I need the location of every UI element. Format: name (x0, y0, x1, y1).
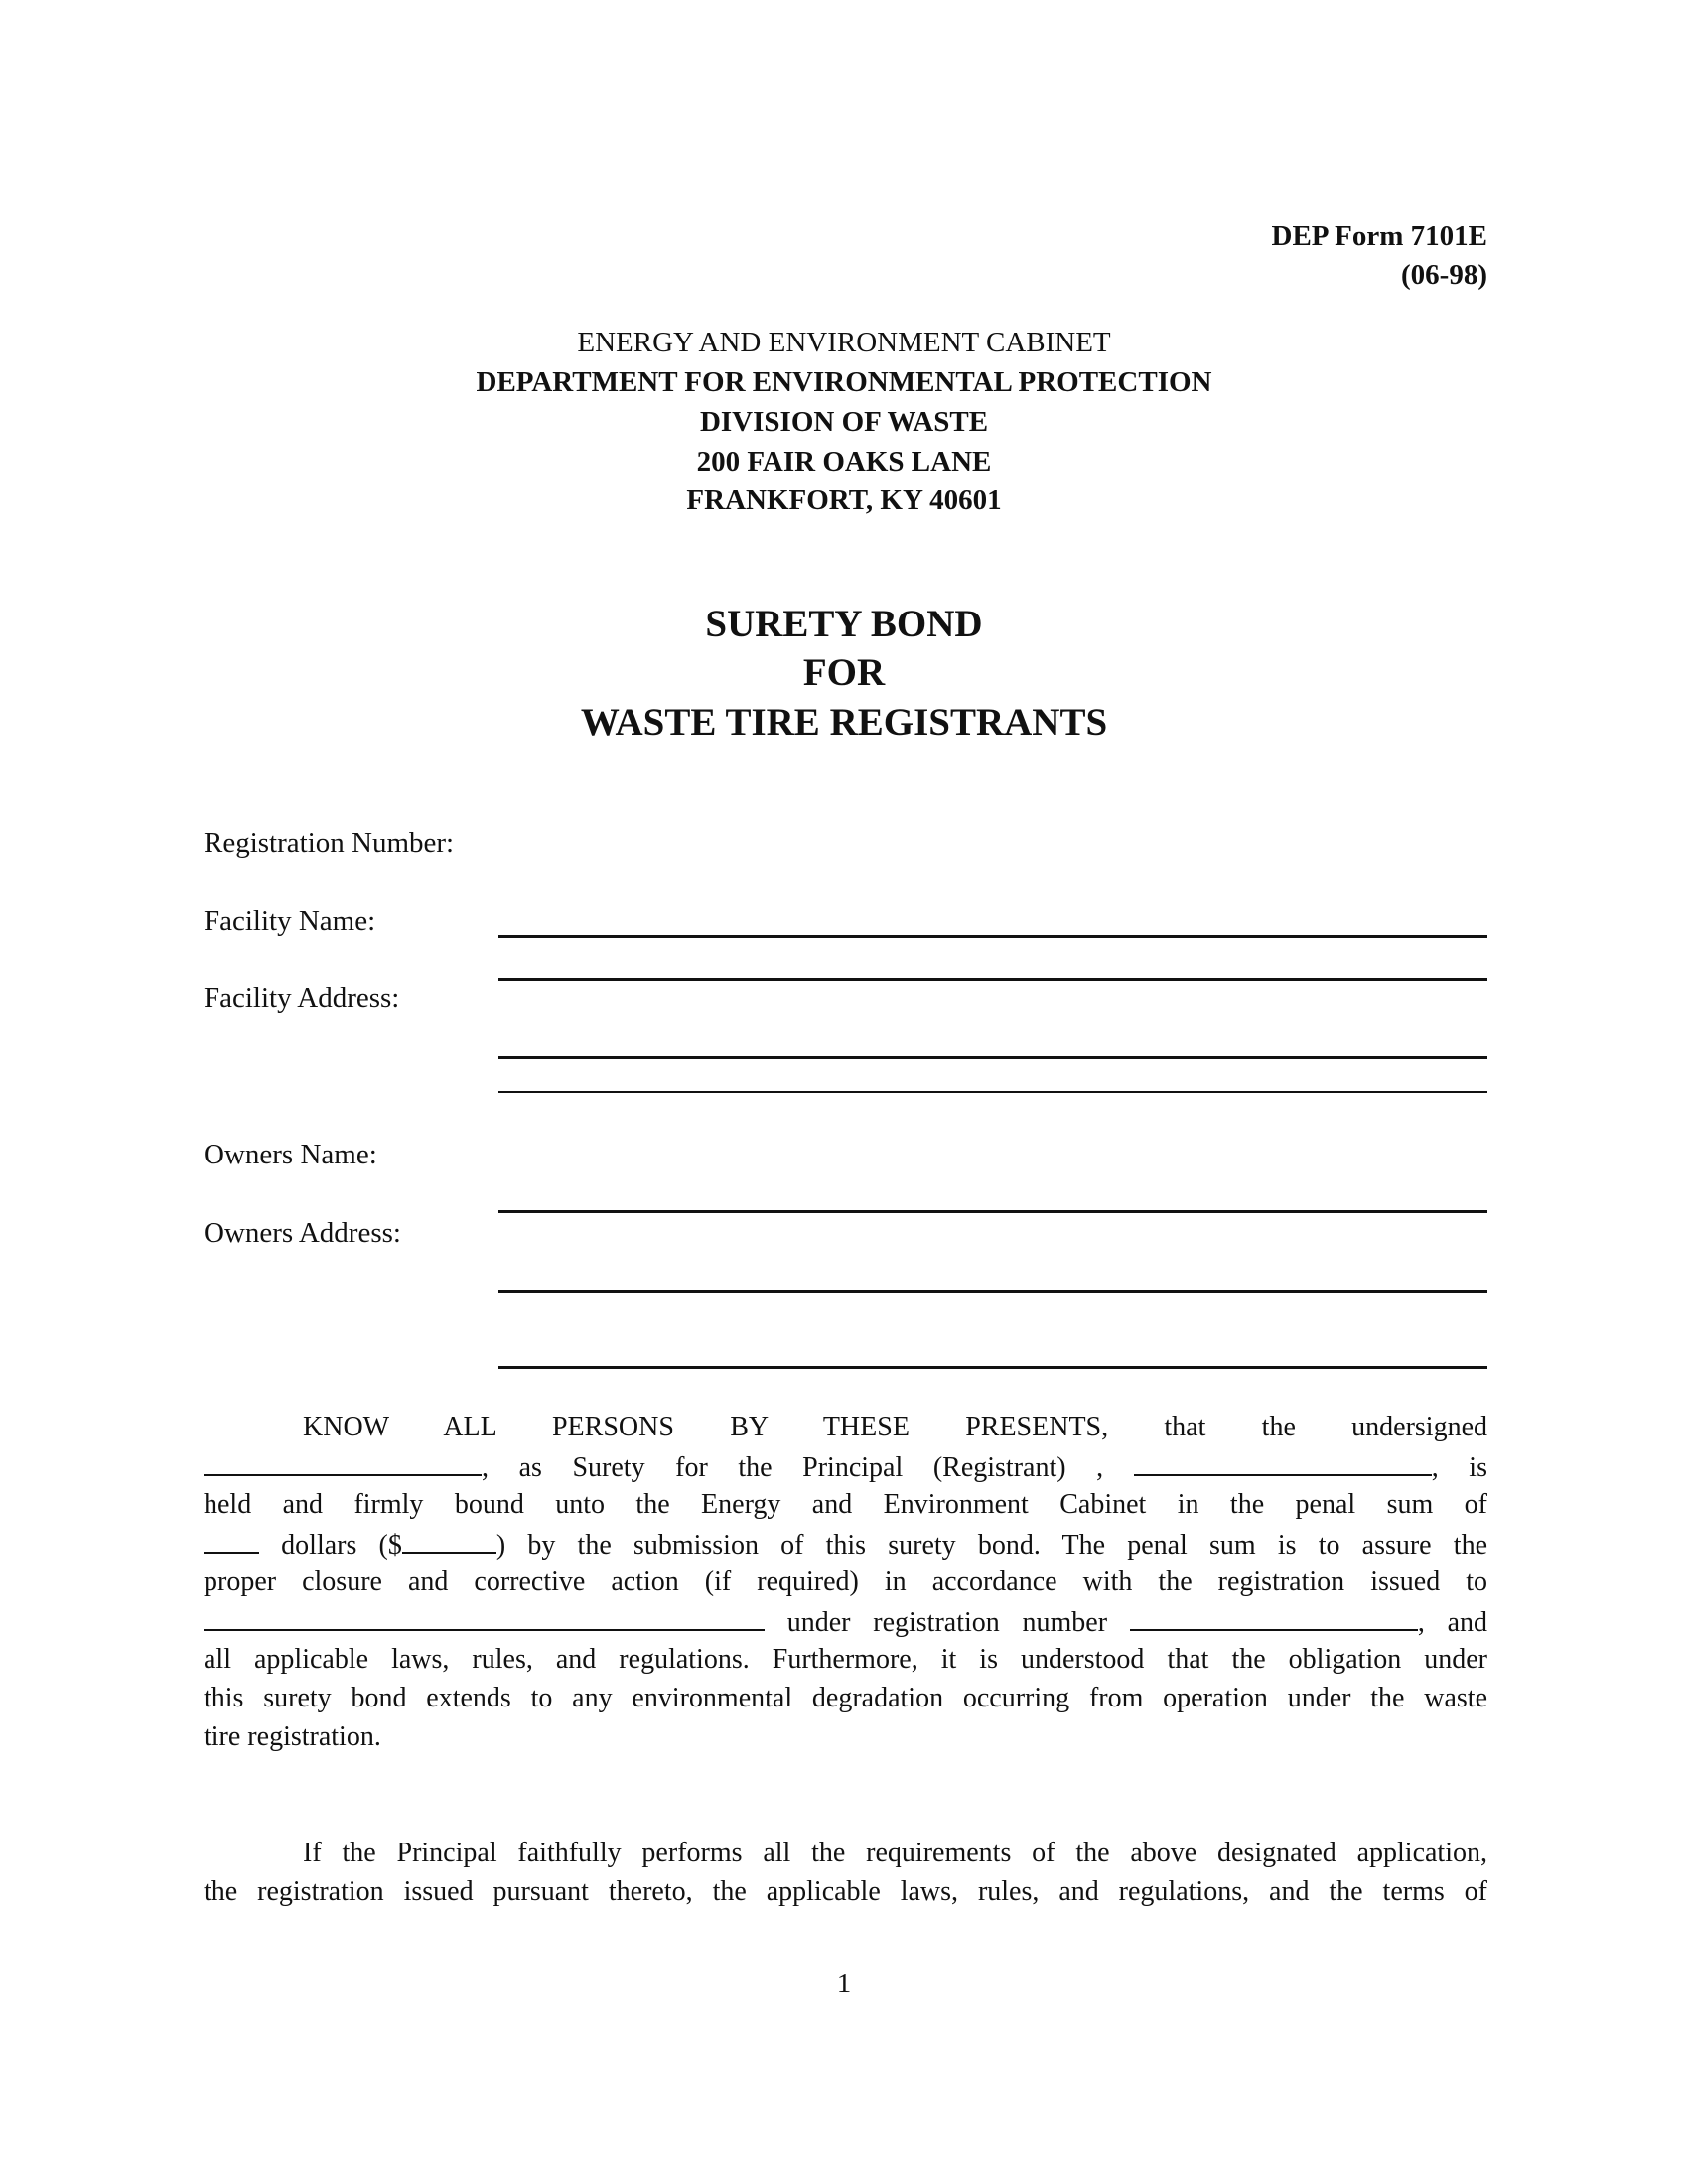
paragraph1-line: all applicable laws, rules, and regulations. Furthermore, it is understood that the obligation under (204, 1644, 1487, 1675)
penal-sum-amount-field[interactable] (402, 1530, 496, 1554)
paragraph1-line: proper closure and corrective action (if required) in accordance with the registration issued to (204, 1567, 1487, 1597)
text: under registration number (786, 1607, 1108, 1638)
text: , as Surety for the Principal (Registrant) , (482, 1452, 1104, 1483)
paragraph1-line (204, 1530, 1487, 1560)
title-line-3: WASTE TIRE REGISTRANTS (580, 701, 1108, 744)
facility-address-field-3[interactable] (498, 1091, 1487, 1093)
text: , is (1431, 1452, 1487, 1483)
principal-name-field[interactable] (1134, 1452, 1432, 1476)
owners-name-label: Owners Name: (204, 1139, 377, 1170)
owners-address-field-2[interactable] (498, 1366, 1487, 1369)
text: ) by the submission of this surety bond. The penal sum is to assure the (495, 1530, 1487, 1561)
facility-name-field[interactable] (498, 935, 1487, 938)
form-revision: (06-98) (1401, 259, 1487, 291)
title-line-2: FOR (802, 651, 886, 694)
header-division: DIVISION OF WASTE (699, 406, 989, 438)
page-number: 1 (836, 1968, 852, 1999)
paragraph1-line (204, 1452, 1487, 1482)
form-number: DEP Form 7101E (1271, 220, 1487, 252)
registrant-field[interactable] (204, 1607, 765, 1631)
header-city: FRANKFORT, KY 40601 (686, 484, 1002, 516)
text: dollars ($ (281, 1530, 402, 1561)
header-street: 200 FAIR OAKS LANE (696, 446, 992, 478)
registration-number-field[interactable] (1130, 1607, 1418, 1631)
paragraph2-line: the registration issued pursuant thereto, the applicable laws, rules, and regulations, and the terms of (204, 1876, 1487, 1907)
facility-address-field-2[interactable] (498, 1056, 1487, 1059)
facility-address-label: Facility Address: (204, 982, 400, 1014)
paragraph2-line: If the Principal faithfully performs all the requirements of the above designated application, (303, 1838, 1487, 1868)
paragraph1-line: tire registration. (204, 1721, 381, 1752)
title-line-1: SURETY BOND (705, 603, 983, 645)
penal-sum-words-field[interactable] (204, 1530, 259, 1554)
paragraph1-line: KNOW ALL PERSONS BY THESE PRESENTS, that the undersigned (303, 1412, 1487, 1442)
paragraph1-line: this surety bond extends to any environmental degradation occurring from operation under the waste (204, 1683, 1487, 1713)
paragraph1-line (204, 1607, 1487, 1637)
header-cabinet: ENERGY AND ENVIRONMENT CABINET (577, 327, 1111, 358)
registration-number-label: Registration Number: (204, 827, 455, 859)
facility-address-field-1[interactable] (498, 978, 1487, 981)
owners-address-label: Owners Address: (204, 1217, 401, 1249)
surety-name-field[interactable] (204, 1452, 482, 1476)
text: , and (1417, 1607, 1487, 1638)
owners-name-field[interactable] (498, 1210, 1487, 1213)
facility-name-label: Facility Name: (204, 905, 376, 937)
header-department: DEPARTMENT FOR ENVIRONMENTAL PROTECTION (476, 366, 1212, 398)
owners-address-field-1[interactable] (498, 1290, 1487, 1293)
paragraph1-line: held and firmly bound unto the Energy and Environment Cabinet in the penal sum of (204, 1489, 1487, 1520)
